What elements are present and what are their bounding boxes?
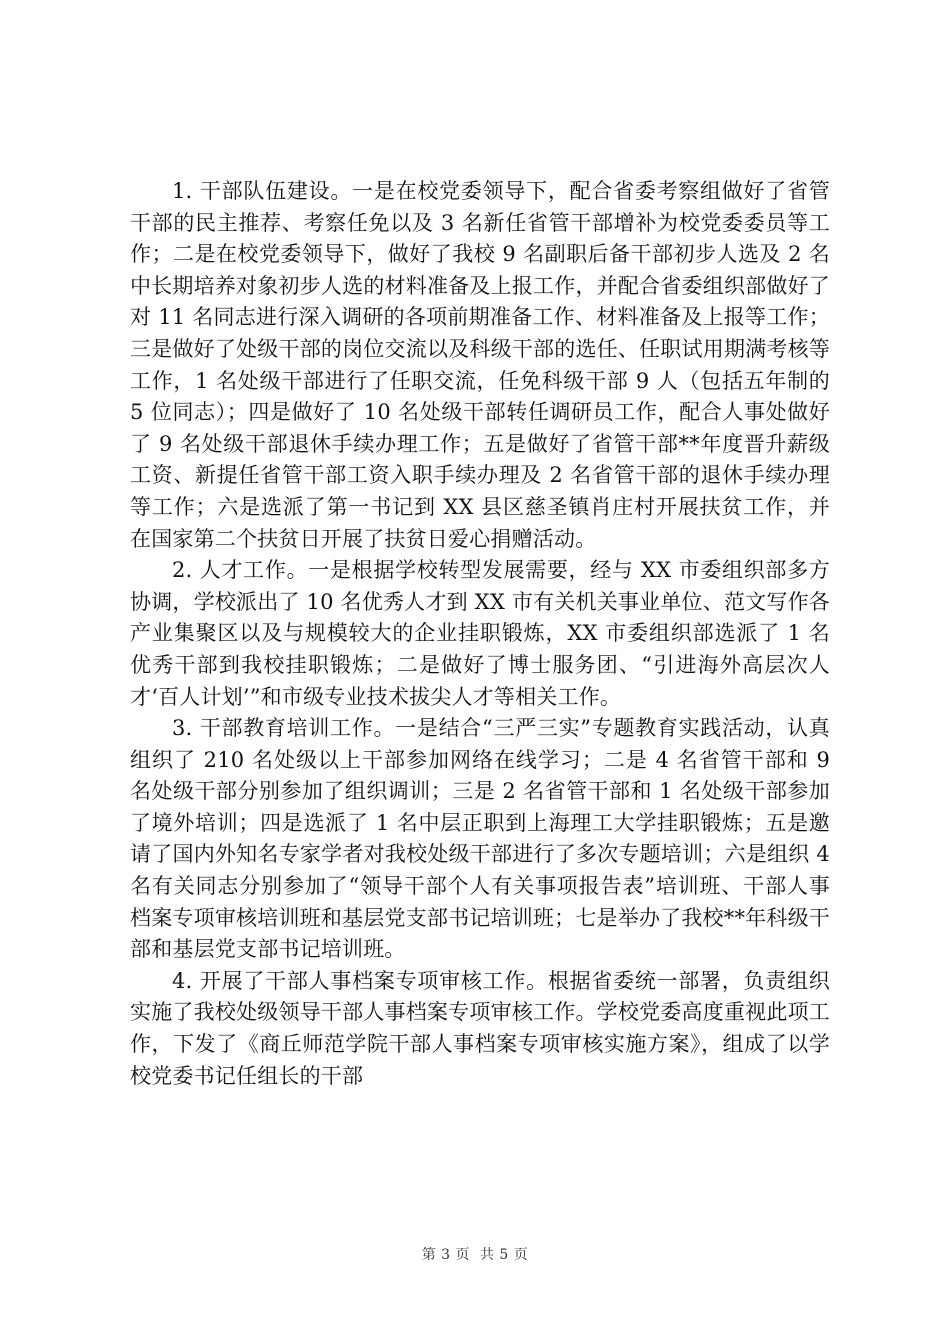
paragraph-talent-work: 2. 人才工作。一是根据学校转型发展需要，经与 XX 市委组织部多方协调，学校派出了 10 名优秀人才到 XX 市有关机关事业单位、范文写作各产业集聚区以及与规模较大的企业挂职锻炼，XX 市委组织部选派了 1 名优秀干部到我校挂职锻炼；二是做好了博士服务团、“引进海外高层次人才‘百人计划’”和市级专业技术拔尖人才等相关工作。: [130, 558, 830, 709]
page-number: 第 3 页 共 5 页: [421, 1247, 529, 1263]
page-footer: [0, 1244, 950, 1264]
paragraph-cadre-team: 1. 干部队伍建设。一是在校党委领导下，配合省委考察组做好了省管干部的民主推荐、考察任免以及 3 名新任省管干部增补为校党委委员等工作；二是在校党委领导下，做好了我校 9 名副职后备干部初步人选及 2 名中长期培养对象初步人选的材料准备及上报工作，并配合省委组织部做好了对 11 名同志进行深入调研的各项前期准备工作、材料准备及上报等工作；三是做好了处级干部的岗位交流以及科级干部的选任、任职试用期满考核等工作，1 名处级干部进行了任职交流，任免科级干部 9 人（包括五年制的 5 位同志）；四是做好了 10 名处级干部转任调研员工作，配合人事处做好了 9 名处级干部退休手续办理工作；五是做好了省管干部**年度晋升薪级工资、新提任省管干部工资入职手续办理及 2 名省管干部的退休手续办理等工作；六是选派了第一书记到 XX 县区慈圣镇肖庄村开展扶贫工作，并在国家第二个扶贫日开展了扶贫日爱心捐赠活动。: [130, 179, 830, 551]
paragraph-archive-review: 4. 开展了干部人事档案专项审核工作。根据省委统一部署，负责组织实施了我校处级领导干部人事档案专项审核工作。学校党委高度重视此项工作，下发了《商丘师范学院干部人事档案专项审核实施方案》，组成了以学校党委书记任组长的干部: [130, 968, 830, 1088]
document-body: [130, 176, 830, 1092]
paragraph-cadre-training: 3. 干部教育培训工作。一是结合“三严三实”专题教育实践活动，认真组织了 210 名处级以上干部参加网络在线学习；二是 4 名省管干部和 9 名处级干部分别参加了组织调训；三是 2 名省管干部和 1 名处级干部参加了境外培训；四是选派了 1 名中层正职到上海理工大学挂职锻炼；五是邀请了国内外知名专家学者对我校处级干部进行了多次专题培训；六是组织 4 名有关同志分别参加了“领导干部个人有关事项报告表”培训班、干部人事档案专项审核培训班和基层党支部书记培训班；七是举办了我校**年科级干部和基层党支部书记培训班。: [130, 716, 830, 962]
